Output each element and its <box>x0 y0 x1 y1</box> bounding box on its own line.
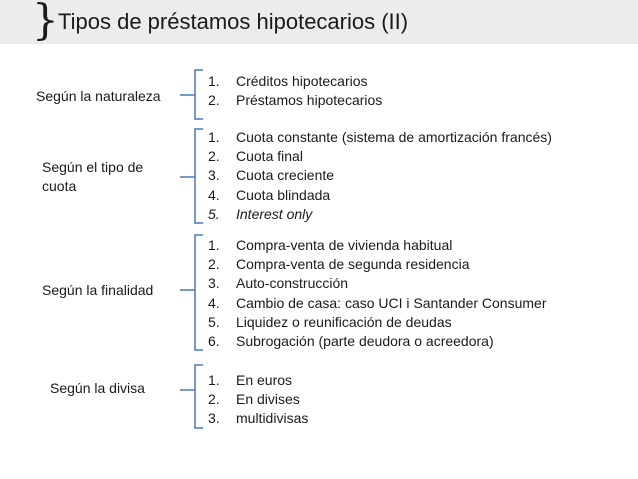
list-item: 1. Compra-venta de vivienda habitual <box>208 237 453 253</box>
list-tipo-cuota <box>208 128 552 224</box>
list-item: 3. Cuota creciente <box>208 167 335 184</box>
bracket-naturaleza <box>180 70 203 119</box>
category-divisa: Según la divisa <box>50 380 145 396</box>
list-item: 4. Cambio de casa: caso UCI i Santander Consumer <box>208 294 547 311</box>
list-item: 2. Compra-venta de segunda residencia <box>208 256 470 273</box>
list-finalidad <box>208 236 546 351</box>
list-item: 5. Interest only <box>208 205 313 222</box>
list-item: 1. En euros <box>208 372 293 388</box>
title-brace-decoration: } <box>32 0 59 44</box>
bracket-divisa <box>180 365 203 428</box>
list-item: 2. Cuota final <box>208 148 303 165</box>
page-title: Tipos de préstamos hipotecarios (II) <box>58 9 409 34</box>
list-naturaleza <box>208 72 382 110</box>
category-finalidad: Según la finalidad <box>42 282 154 298</box>
list-item: 1. Cuota constante (sistema de amortización francés) <box>208 129 552 145</box>
category-tipo-cuota: Según el tipo de cuota <box>42 159 144 194</box>
category-naturaleza: Según la naturaleza <box>36 88 161 104</box>
list-item: 2. En divises <box>208 391 300 408</box>
list-item: 3. Auto-construcción <box>208 275 349 292</box>
list-item: 1. Créditos hipotecarios <box>208 73 368 89</box>
list-item: 2. Préstamos hipotecarios <box>208 92 383 109</box>
bracket-finalidad <box>180 235 203 350</box>
list-item: 4. Cuota blindada <box>208 186 331 203</box>
list-item: 5. Liquidez o reunificación de deudas <box>208 313 452 330</box>
bracket-cuota <box>180 129 203 223</box>
list-item: 3. multidivisas <box>208 410 309 427</box>
list-divisa <box>208 371 308 429</box>
list-item: 6. Subrogación (parte deudora o acreedora) <box>208 333 494 350</box>
